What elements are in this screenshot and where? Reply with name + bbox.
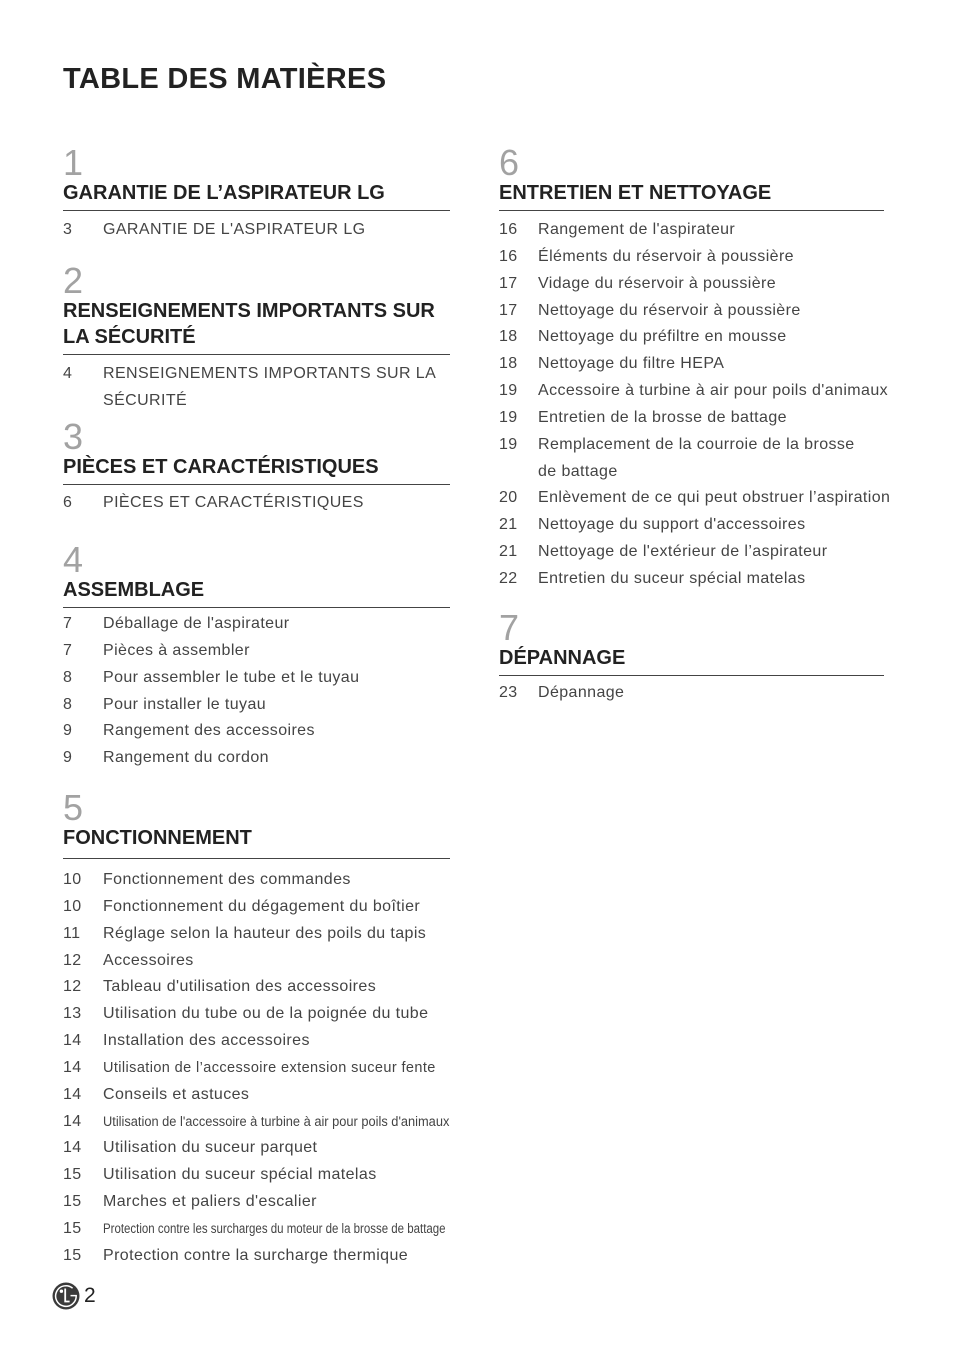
entry-title: Utilisation du suceur spécial matelas: [103, 1166, 377, 1184]
entry-page-number: 23: [499, 684, 518, 701]
entry-page-number: 6: [63, 494, 73, 511]
toc-entry: [63, 921, 450, 948]
entry-page-number: 3: [63, 221, 73, 238]
section-number: 5: [63, 787, 84, 828]
entry-page-number: 8: [63, 668, 73, 686]
toc-entry: [63, 1189, 450, 1216]
entry-title: Installation des accessoires: [103, 1032, 310, 1050]
toc-entry: [63, 665, 450, 692]
toc-entry: [499, 432, 884, 486]
entry-title: Fonctionnement des commandes: [103, 871, 351, 888]
entry-title: Rangement de l'aspirateur: [538, 221, 736, 238]
entry-page-number: 14: [63, 1032, 82, 1050]
entry-list: [63, 611, 450, 772]
entry-title: Remplacement de la courroie de la brosse de battage: [538, 435, 855, 480]
entry-title: Utilisation de l'accessoire à turbine à air pour poils d'animaux: [103, 1113, 450, 1129]
entry-title: Nettoyage du support d'accessoires: [538, 516, 806, 534]
entry-list: [63, 867, 450, 1270]
section-heading: GARANTIE DE L’ASPIRATEUR LG: [63, 180, 450, 211]
entry-page-number: 15: [63, 1166, 82, 1184]
entry-title: Éléments du réservoir à poussière: [538, 247, 794, 265]
entry-title: Protection contre la surcharge thermique: [103, 1246, 409, 1264]
section-heading: RENSEIGNEMENTS IMPORTANTS SUR LA SÉCURITÉ: [63, 298, 450, 355]
entry-title: Rangement des accessoires: [103, 722, 315, 740]
entry-title: RENSEIGNEMENTS IMPORTANTS SUR LA SÉCURITÉ: [103, 365, 436, 409]
toc-entry: [63, 1055, 450, 1082]
entry-page-number: 15: [63, 1193, 82, 1211]
entry-page-number: 14: [63, 1085, 82, 1103]
toc-entry: [63, 692, 450, 719]
entry-page-number: 8: [63, 695, 73, 713]
entry-page-number: 19: [499, 382, 518, 400]
toc-entry: [63, 948, 450, 975]
entry-title: Enlèvement de ce qui peut obstruer l’aspiration: [538, 489, 891, 507]
toc-entry: [63, 638, 450, 665]
section-number: 6: [499, 142, 520, 183]
toc-entry: [499, 244, 884, 271]
entry-page-number: 18: [499, 355, 518, 373]
section-heading: FONCTIONNEMENT: [63, 825, 450, 859]
entry-page-number: 21: [499, 516, 518, 534]
toc-entry: [499, 351, 884, 378]
entry-page-number: 16: [499, 221, 518, 238]
entry-title: Entretien du suceur spécial matelas: [538, 569, 806, 587]
section-6: [499, 142, 891, 593]
toc-entry: [63, 974, 450, 1001]
entry-page-number: 9: [63, 749, 73, 767]
toc-entry: [63, 1082, 450, 1109]
lg-logo-icon: [52, 1282, 80, 1310]
entry-page-number: 13: [63, 1005, 82, 1023]
entry-title: Rangement du cordon: [103, 749, 269, 767]
entry-title: Accessoire à turbine à air pour poils d'animaux: [538, 382, 889, 400]
entry-list: [63, 217, 450, 244]
entry-list: [499, 680, 884, 707]
entry-title: Conseils et astuces: [103, 1085, 250, 1103]
toc-entry: [499, 512, 884, 539]
toc-entry: [63, 1001, 450, 1028]
entry-page-number: 19: [499, 435, 518, 453]
section-2: [63, 260, 450, 415]
toc-entry: [63, 1243, 450, 1270]
toc-entry: [499, 378, 889, 405]
entry-page-number: 22: [499, 569, 518, 587]
toc-entry: [63, 611, 450, 638]
entry-title: Pour assembler le tube et le tuyau: [103, 668, 360, 686]
entry-page-number: 17: [499, 301, 518, 319]
section-1: [63, 142, 450, 244]
toc-entry: [63, 490, 450, 517]
toc-entry: [63, 1135, 450, 1162]
entry-list: [63, 361, 450, 415]
toc-entry: [499, 324, 884, 351]
entry-title: Utilisation du tube ou de la poignée du tube: [103, 1005, 429, 1023]
section-number: 3: [63, 416, 84, 457]
entry-page-number: 9: [63, 722, 73, 740]
entry-page-number: 14: [63, 1112, 82, 1130]
entry-title: Entretien de la brosse de battage: [538, 408, 787, 426]
entry-title: Nettoyage de l'extérieur de l’aspirateur: [538, 543, 828, 561]
section-heading: ENTRETIEN ET NETTOYAGE: [499, 180, 884, 211]
toc-entry: [499, 298, 884, 325]
entry-title: Dépannage: [538, 684, 625, 701]
entry-page-number: 12: [63, 951, 82, 969]
entry-title: Réglage selon la hauteur des poils du tapis: [103, 924, 427, 942]
entry-page-number: 18: [499, 328, 518, 346]
page-number: 2: [84, 1284, 96, 1307]
entry-title: Nettoyage du réservoir à poussière: [538, 301, 801, 319]
section-number: 2: [63, 260, 84, 301]
entry-title: PIÈCES ET CARACTÉRISTIQUES: [103, 494, 364, 511]
section-heading: ASSEMBLAGE: [63, 577, 450, 608]
toc-entry: [63, 894, 450, 921]
section-7: [499, 607, 884, 707]
toc-entry: [63, 1216, 450, 1243]
entry-page-number: 7: [63, 641, 73, 659]
entry-page-number: 14: [63, 1058, 82, 1076]
toc-entry: [499, 271, 884, 298]
entry-title: Pièces à assembler: [103, 641, 250, 659]
toc-entry: [63, 217, 450, 244]
entry-page-number: 10: [63, 871, 82, 888]
entry-title: Marches et paliers d'escalier: [103, 1193, 317, 1211]
entry-title: Accessoires: [103, 951, 194, 969]
entry-title: Protection contre les surcharges du moteur de la brosse de battage: [103, 1220, 446, 1236]
entry-page-number: 20: [499, 489, 518, 507]
page-title: TABLE DES MATIÈRES: [63, 63, 387, 95]
entry-title: Fonctionnement du dégagement du boîtier: [103, 897, 421, 915]
entry-page-number: 14: [63, 1139, 82, 1157]
entry-page-number: 15: [63, 1219, 82, 1237]
entry-page-number: 10: [63, 897, 82, 915]
entry-title: Vidage du réservoir à poussière: [538, 274, 777, 292]
toc-entry: [499, 405, 884, 432]
entry-page-number: 4: [63, 365, 73, 382]
toc-entry: [499, 680, 884, 707]
entry-title: GARANTIE DE L'ASPIRATEUR LG: [103, 221, 366, 238]
toc-entry: [499, 485, 891, 512]
section-4: [63, 539, 450, 772]
entry-list: [63, 490, 450, 517]
entry-list: [499, 217, 891, 593]
toc-entry: [63, 1109, 450, 1136]
section-number: 4: [63, 539, 84, 580]
entry-title: Utilisation du suceur parquet: [103, 1139, 318, 1157]
entry-page-number: 21: [499, 543, 518, 561]
entry-page-number: 7: [63, 615, 73, 632]
toc-entry: [63, 718, 450, 745]
toc-entry: [63, 745, 450, 772]
section-number: 7: [499, 607, 520, 648]
toc-entry: [63, 1028, 450, 1055]
entry-page-number: 19: [499, 408, 518, 426]
entry-title: Tableau d'utilisation des accessoires: [103, 978, 377, 996]
entry-title: Déballage de l'aspirateur: [103, 615, 290, 632]
entry-page-number: 17: [499, 274, 518, 292]
entry-title: Utilisation de l’accessoire extension suceur fente: [103, 1059, 436, 1076]
entry-title: Nettoyage du filtre HEPA: [538, 355, 725, 373]
toc-entry: [63, 361, 450, 415]
entry-page-number: 11: [63, 924, 81, 942]
entry-title: Pour installer le tuyau: [103, 695, 267, 713]
section-5: [63, 787, 450, 1270]
entry-title: Nettoyage du préfiltre en mousse: [538, 328, 787, 346]
entry-page-number: 15: [63, 1246, 82, 1264]
entry-page-number: 12: [63, 978, 82, 996]
toc-entry: [499, 539, 884, 566]
toc-entry: [499, 566, 884, 593]
section-3: [63, 416, 450, 517]
entry-page-number: 16: [499, 247, 518, 265]
section-heading: DÉPANNAGE: [499, 645, 884, 676]
toc-entry: [63, 867, 450, 894]
toc-entry: [63, 1162, 450, 1189]
toc-entry: [499, 217, 884, 244]
section-heading: PIÈCES ET CARACTÉRISTIQUES: [63, 454, 450, 485]
section-number: 1: [63, 142, 84, 183]
